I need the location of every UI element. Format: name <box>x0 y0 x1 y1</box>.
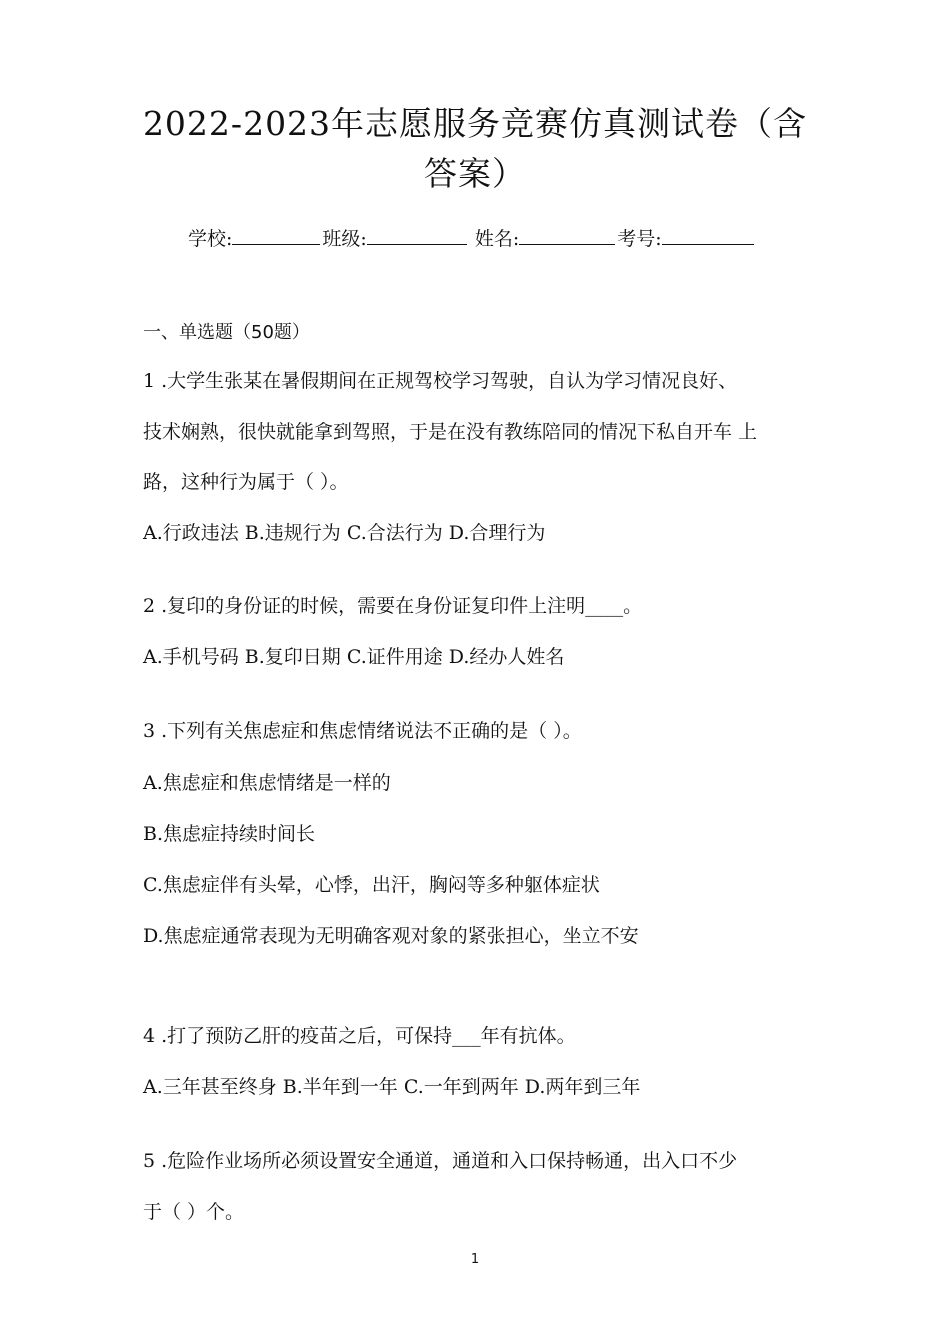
class-label: 班级: <box>322 228 367 250</box>
school-label: 学校: <box>188 228 233 250</box>
question-5-line-1: 5 .危险作业场所必须设置安全通道，通道和入口保持畅通，出入口不少 <box>143 1150 738 1172</box>
name-blank <box>519 224 615 245</box>
question-4-line-1: 4 .打了预防乙肝的疫苗之后，可保持___年有抗体。 <box>143 1025 576 1047</box>
question-1-line-2: 技术娴熟，很快就能拿到驾照，于是在没有教练陪同的情况下私自开车 上 <box>143 421 758 443</box>
question-2-line-1: 2 .复印的身份证的时候，需要在身份证复印件上注明____。 <box>143 595 643 617</box>
question-3-line-1: 3 .下列有关焦虑症和焦虑情绪说法不正确的是（ ）。 <box>143 720 582 742</box>
question-3-option-a: A.焦虑症和焦虑情绪是一样的 <box>143 772 391 794</box>
question-1-line-1: 1 .大学生张某在暑假期间在正规驾校学习驾驶，自认为学习情况良好、 <box>143 370 738 392</box>
student-info-line <box>188 224 756 254</box>
section-heading: 一、单选题（50题） <box>143 322 310 343</box>
page-number: 1 <box>470 1252 480 1267</box>
document-title-line-1: 2022-2023年志愿服务竞赛仿真测试卷（含 <box>142 104 808 143</box>
question-3-option-c: C.焦虑症伴有头晕，心悸，出汗，胸闷等多种躯体症状 <box>143 874 600 896</box>
question-1-options: A.行政违法 B.违规行为 C.合法行为 D.合理行为 <box>143 522 546 544</box>
question-1-line-3: 路，这种行为属于（ ）。 <box>143 471 349 493</box>
question-4-options: A.三年甚至终身 B.半年到一年 C.一年到两年 D.两年到三年 <box>143 1076 641 1098</box>
question-5-line-2: 于（ ）个。 <box>143 1201 245 1223</box>
class-blank <box>367 224 467 245</box>
question-3-option-b: B.焦虑症持续时间长 <box>143 823 316 845</box>
question-3-option-d: D.焦虑症通常表现为无明确客观对象的紧张担心，坐立不安 <box>143 925 639 947</box>
exam-number-label: 考号: <box>617 228 662 250</box>
school-blank <box>232 224 320 245</box>
document-title-line-2: 答案） <box>424 154 526 193</box>
exam-number-blank <box>662 224 754 245</box>
name-label: 姓名: <box>474 228 520 250</box>
question-2-options: A.手机号码 B.复印日期 C.证件用途 D.经办人姓名 <box>143 646 565 668</box>
